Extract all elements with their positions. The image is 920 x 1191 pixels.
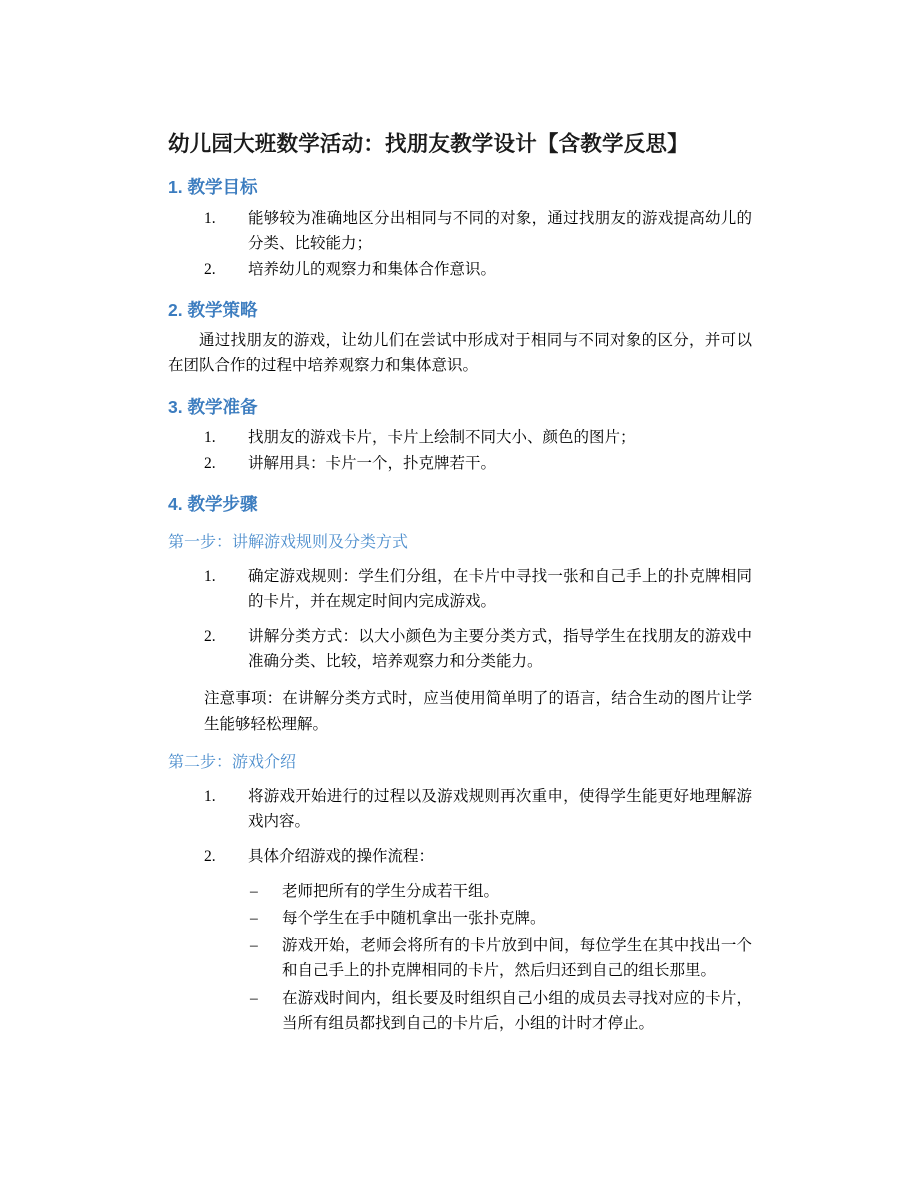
- substep-heading-two: 第二步：游戏介绍: [168, 753, 297, 771]
- list-marker: 2.: [204, 260, 216, 278]
- list-item: [168, 206, 752, 256]
- list-item-text: 找朋友的游戏卡片，卡片上绘制不同大小、颜色的图片；: [248, 429, 636, 447]
- list-marker: 1.: [204, 787, 216, 805]
- list-item: [168, 451, 752, 476]
- substep-one-list: [168, 564, 752, 674]
- list-item: [168, 624, 752, 674]
- list-marker: 2.: [204, 455, 216, 473]
- list-item-text: 老师把所有的学生分成若干组。: [282, 883, 500, 901]
- section-heading-steps: 4. 教学步骤: [168, 494, 258, 515]
- list-item: [168, 425, 752, 450]
- list-marker: 1.: [204, 209, 216, 227]
- list-item: [168, 933, 752, 983]
- list-marker: –: [250, 937, 258, 955]
- substep-two-list: [168, 784, 752, 869]
- list-item: [168, 879, 752, 904]
- list-item-text: 确定游戏规则：学生们分组，在卡片中寻找一张和自己手上的扑克牌相同的卡片，并在规定时间内完成游戏。: [248, 567, 752, 611]
- list-item-text: 游戏开始，老师会将所有的卡片放到中间，每位学生在其中找出一个和自己手上的扑克牌相同的卡片，然后归还到自己的组长那里。: [282, 937, 752, 980]
- list-marker: 1.: [204, 429, 216, 447]
- list-item-text: 将游戏开始进行的过程以及游戏规则再次重申，使得学生能更好地理解游戏内容。: [248, 787, 752, 830]
- list-item-text: 能够较为准确地区分出相同与不同的对象，通过找朋友的游戏提高幼儿的分类、比较能力；: [248, 209, 752, 252]
- list-item-text: 培养幼儿的观察力和集体合作意识。: [248, 260, 497, 278]
- strategy-paragraph: 通过找朋友的游戏，让幼儿们在尝试中形成对于相同与不同对象的区分，并可以在团队合作的过程中培养观察力和集体意识。: [168, 332, 752, 375]
- list-marker: –: [250, 989, 258, 1007]
- list-marker: –: [250, 910, 258, 928]
- list-item-text: 每个学生在手中随机拿出一张扑克牌。: [282, 910, 546, 928]
- substep-heading-one: 第一步：讲解游戏规则及分类方式: [168, 533, 409, 551]
- list-item: [168, 257, 752, 282]
- section-heading-objectives: 1. 教学目标: [168, 177, 258, 198]
- list-item-text: 讲解用具：卡片一个，扑克牌若干。: [248, 455, 497, 473]
- objectives-list: [168, 206, 752, 282]
- list-item-text: 具体介绍游戏的操作流程：: [248, 848, 435, 866]
- list-item-text: 讲解分类方式：以大小颜色为主要分类方式，指导学生在找朋友的游戏中准确分类、比较，培养观察力和分类能力。: [248, 628, 752, 671]
- section-heading-preparation: 3. 教学准备: [168, 396, 258, 417]
- page-title: 幼儿园大班数学活动：找朋友教学设计【含教学反思】: [168, 132, 689, 156]
- list-item: [168, 564, 752, 614]
- list-item-text: 在游戏时间内，组长要及时组织自己小组的成员去寻找对应的卡片，当所有组员都找到自己的卡片后，小组的计时才停止。: [282, 989, 752, 1032]
- list-marker: –: [250, 883, 258, 901]
- preparation-list: [168, 425, 752, 476]
- list-marker: 1.: [204, 567, 216, 585]
- list-marker: 2.: [204, 628, 216, 646]
- list-marker: 2.: [204, 848, 216, 866]
- list-item: [168, 784, 752, 834]
- list-item: [168, 906, 752, 931]
- list-item: [168, 986, 752, 1036]
- list-item: [168, 844, 752, 869]
- section-heading-strategy: 2. 教学策略: [168, 299, 258, 320]
- substep-two-bullets: [168, 879, 752, 1036]
- substep-one-note: [168, 686, 752, 736]
- substep-one-note-text: 注意事项：在讲解分类方式时，应当使用简单明了的语言，结合生动的图片让学生能够轻松理解。: [204, 690, 752, 733]
